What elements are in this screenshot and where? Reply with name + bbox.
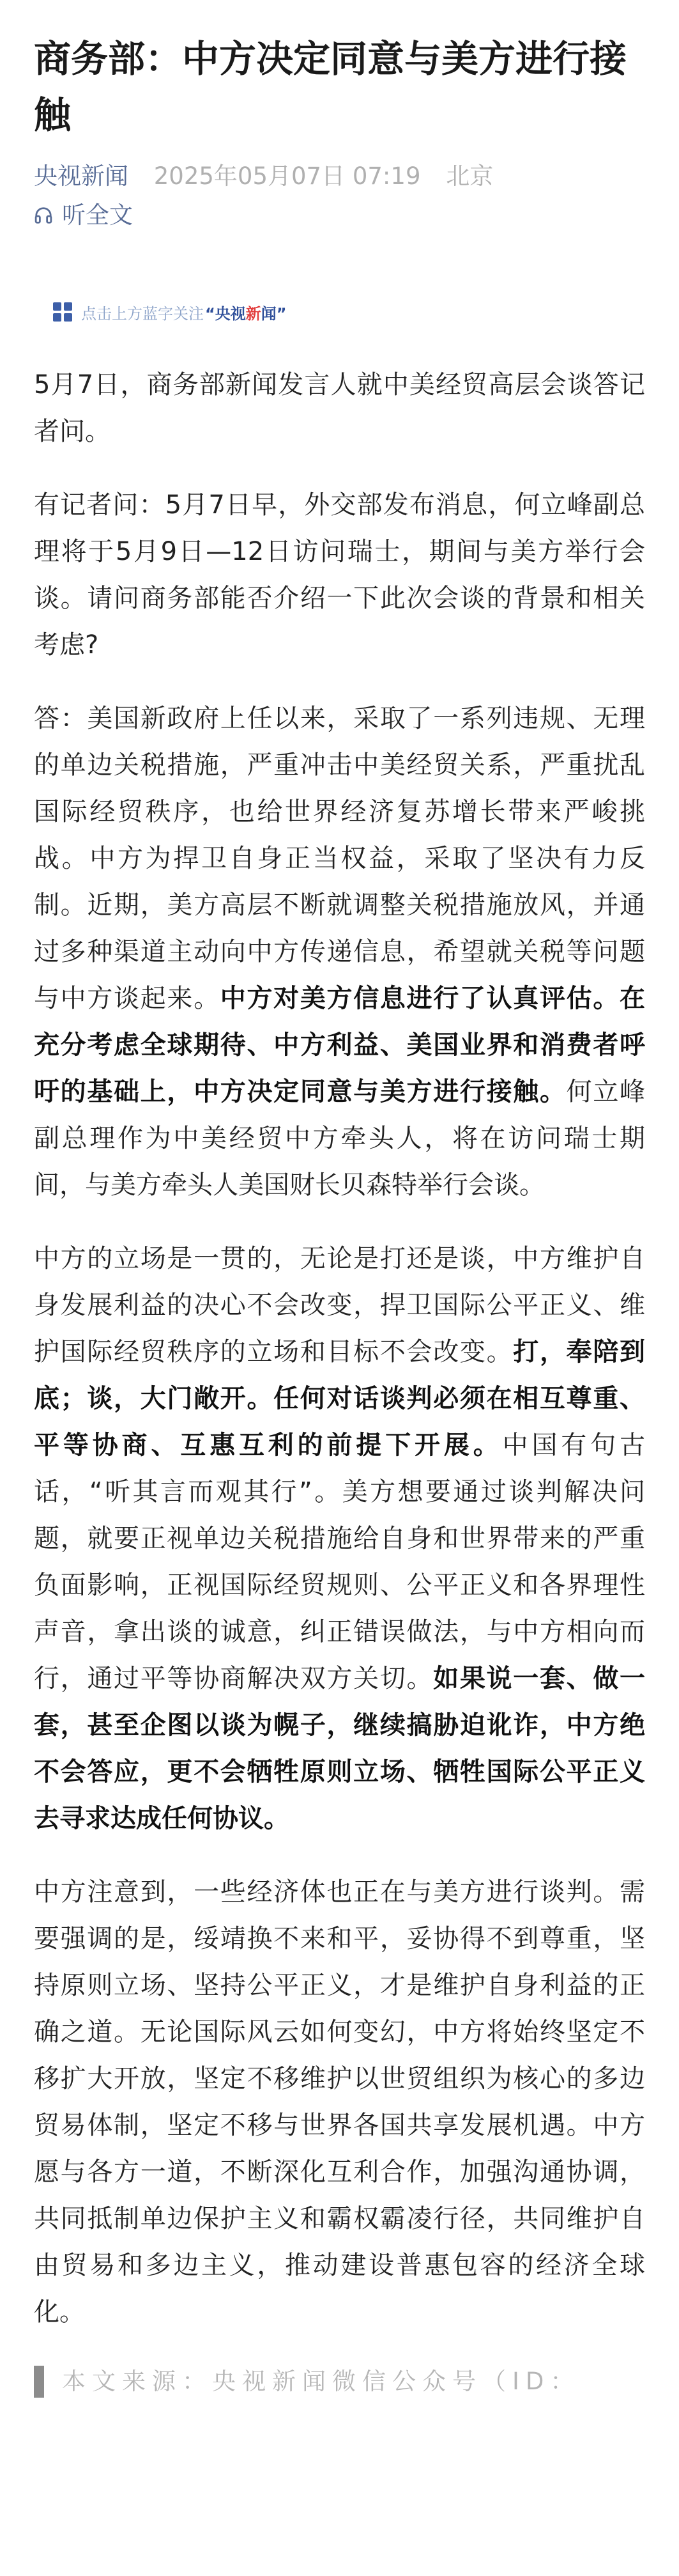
text-segment: 答：美国新政府上任以来，采取了一系列违规、无理的单边关税措施，严重冲击中美经贸关系，严重扰乱国际经贸秩序，也给世界经济复苏增长带来严峻挑战。中方为捍卫自身正当权益，采取了坚决有力反制。近期，美方高层不断就调整关税措施放风，并通过多种渠道主动向中方传递信息，希望就关税等问题与中方谈起来。 (34, 704, 645, 1013)
text-segment: 5月7日，商务部新闻发言人就中美经贸高层会谈答记者问。 (34, 370, 645, 446)
listen-full-text-button[interactable] (34, 196, 645, 235)
text-segment: 何立峰副总理作为中美经贸中方牵头人，将在访问瑞士期间，与美方牵头人美国财长贝森特举行会谈。 (34, 1077, 646, 1200)
article-paragraph (34, 695, 645, 1209)
article-body (34, 362, 645, 2336)
bold-text-segment: 打，奉陪到底；谈，大门敞开。任何对话谈判必须在相互尊重、平等协商、互惠互利的前提下开展。 (34, 1337, 646, 1460)
follow-banner[interactable] (34, 299, 645, 325)
article-title: 商务部：中方决定同意与美方进行接触 (34, 37, 627, 137)
article-paragraph (34, 362, 645, 455)
quote-bar (34, 2366, 44, 2398)
listen-label: 听全文 (62, 201, 133, 229)
article-paragraph (34, 482, 645, 669)
follow-prompt: 点击上方蓝字关注 (81, 304, 204, 323)
article-paragraph (34, 1869, 645, 2336)
text-segment: 中方注意到，一些经济体也正在与美方进行谈判。需要强调的是，绥靖换不来和平，妥协得不到尊重，坚持原则立场、坚持公平正义，才是维护自身利益的正确之道。无论国际风云如何变幻，中方将始终坚定不移扩大开放，坚定不移维护以世贸组织为核心的多边贸易体制，坚定不移与世界各国共享发展机遇。中方愿与各方一道，不断深化互利合作，加强沟通协调，共同抵制单边保护主义和霸权霸凌行径，共同维护自由贸易和多边主义，推动建设普惠包容的经济全球化。 (34, 1877, 645, 2327)
article-meta (34, 157, 645, 196)
grid-logo-icon (53, 302, 72, 322)
publish-time: 2025年05月07日 07:19 (153, 162, 421, 190)
text-segment: 中国有句古话，“听其言而观其行”。美方想要通过谈判解决问题，就要正视单边关税措施给自身和世界带来的严重负面影响，正视国际经贸规则、公平正义和各界理性声音，拿出谈的诚意，纠正错误做法，与中方相向而行，通过平等协商解决双方关切。 (34, 1431, 646, 1693)
publish-location: 北京 (446, 162, 494, 190)
source-note: 本文来源：央视新闻微信公众号（ID： (62, 2368, 581, 2395)
source-account-link[interactable]: 央视新闻 (34, 162, 128, 190)
text-segment: 中方的立场是一贯的，无论是打还是谈，中方维护自身发展利益的决心不会改变，捍卫国际公平正义、维护国际经贸秩序的立场和目标不会改变。 (34, 1244, 645, 1367)
bold-text-segment: 中方对美方信息进行了认真评估。在充分考虑全球期待、中方利益、美国业界和消费者呼吁的基础上，中方决定同意与美方进行接触。 (34, 984, 646, 1106)
text-segment: 有记者问：5月7日早，外交部发布消息，何立峰副总理将于5月9日—12日访问瑞士，期间与美方举行会谈。请问商务部能否介绍一下此次会谈的背景和相关考虑? (34, 490, 645, 660)
source-footer (34, 2363, 645, 2401)
bold-text-segment: 如果说一套、做一套，甚至企图以谈为幌子，继续搞胁迫讹诈，中方绝不会答应，更不会牺牲原则立场、牺牲国际公平正义去寻求达成任何协议。 (34, 1664, 646, 1833)
article-paragraph (34, 1236, 645, 1842)
brand-name: “央视新闻” (205, 304, 287, 323)
headphones-icon (34, 206, 53, 225)
